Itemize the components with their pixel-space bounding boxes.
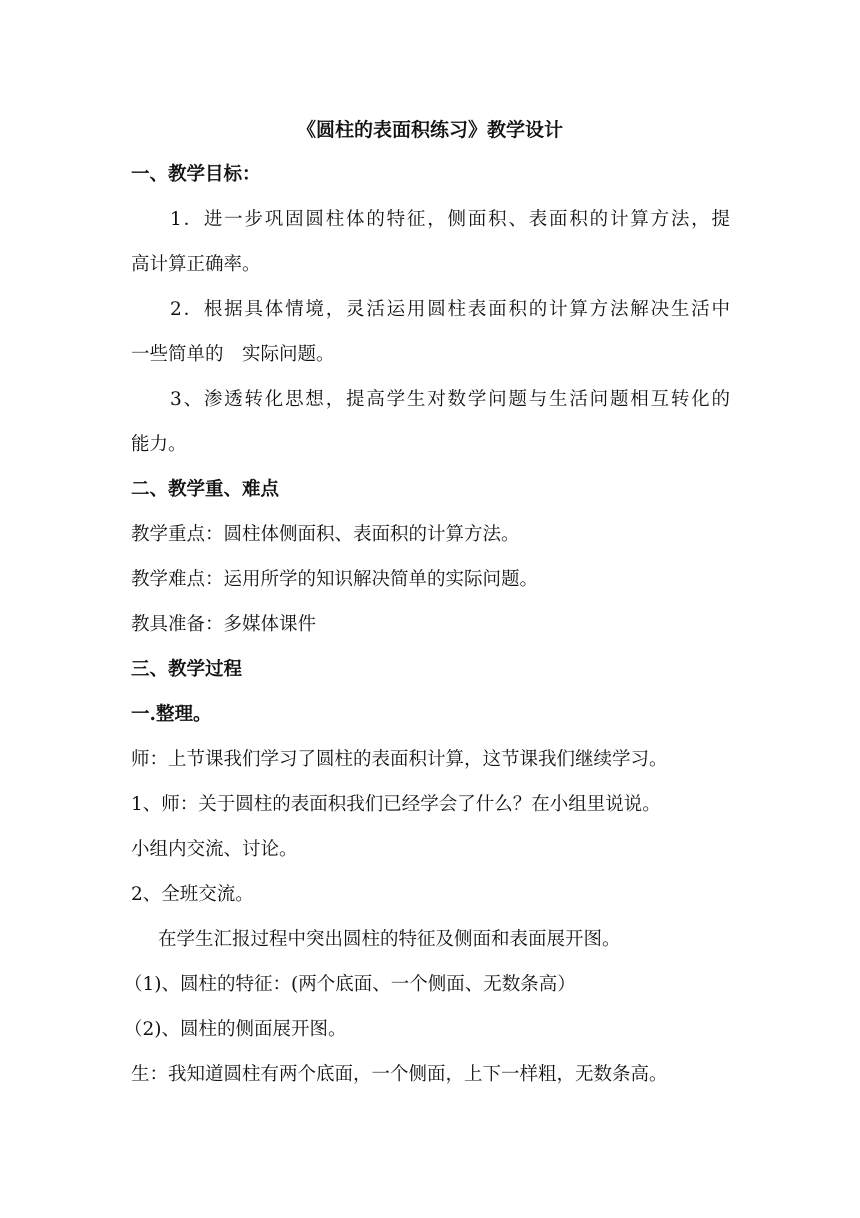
goal-1-line-2: 高计算正确率。 xyxy=(131,254,261,275)
paragraph-class-exchange: 2、全班交流。 xyxy=(131,884,254,905)
difficulty-text: 教学难点：运用所学的知识解决简单的实际问题。 xyxy=(131,569,539,590)
goal-1-line-1: 1．进一步巩固圆柱体的特征，侧面积、表面积的计算方法，提 xyxy=(170,209,730,230)
goal-2-line-2: 一些简单的 实际问题。 xyxy=(131,344,335,365)
paragraph-student-report: 在学生汇报过程中突出圆柱的特征及侧面和表面展开图。 xyxy=(158,929,621,950)
paragraph-teacher-intro: 师：上节课我们学习了圆柱的表面积计算，这节课我们继续学习。 xyxy=(131,749,668,770)
list-item-side-unfold: （2)、圆柱的侧面展开图。 xyxy=(124,1019,347,1040)
list-item-features: （1)、圆柱的特征：(两个底面、一个侧面、无数条高） xyxy=(124,974,576,995)
goal-3-line-2: 能力。 xyxy=(131,434,187,455)
goal-3-line-1: 3、渗透转化思想，提高学生对数学问题与生活问题相互转化的 xyxy=(170,389,730,410)
paragraph-group-discussion: 小组内交流、讨论。 xyxy=(131,839,298,860)
key-point-text: 教学重点：圆柱体侧面积、表面积的计算方法。 xyxy=(131,524,520,545)
section-heading-process: 三、教学过程 xyxy=(131,659,243,680)
document-title: 《圆柱的表面积练习》教学设计 xyxy=(296,119,563,141)
section-heading-key-points: 二、教学重、难点 xyxy=(131,479,280,500)
materials-text: 教具准备：多媒体课件 xyxy=(131,614,317,635)
step-1-heading: 一.整理。 xyxy=(131,704,212,725)
paragraph-teacher-question: 1、师：关于圆柱的表面积我们已经学会了什么？在小组里说说。 xyxy=(131,794,661,815)
section-heading-goals: 一、教学目标： xyxy=(131,164,261,185)
paragraph-student-answer: 生：我知道圆柱有两个底面，一个侧面，上下一样粗，无数条高。 xyxy=(131,1064,668,1085)
goal-2-line-1: 2．根据具体情境，灵活运用圆柱表面积的计算方法解决生活中 xyxy=(170,299,730,320)
